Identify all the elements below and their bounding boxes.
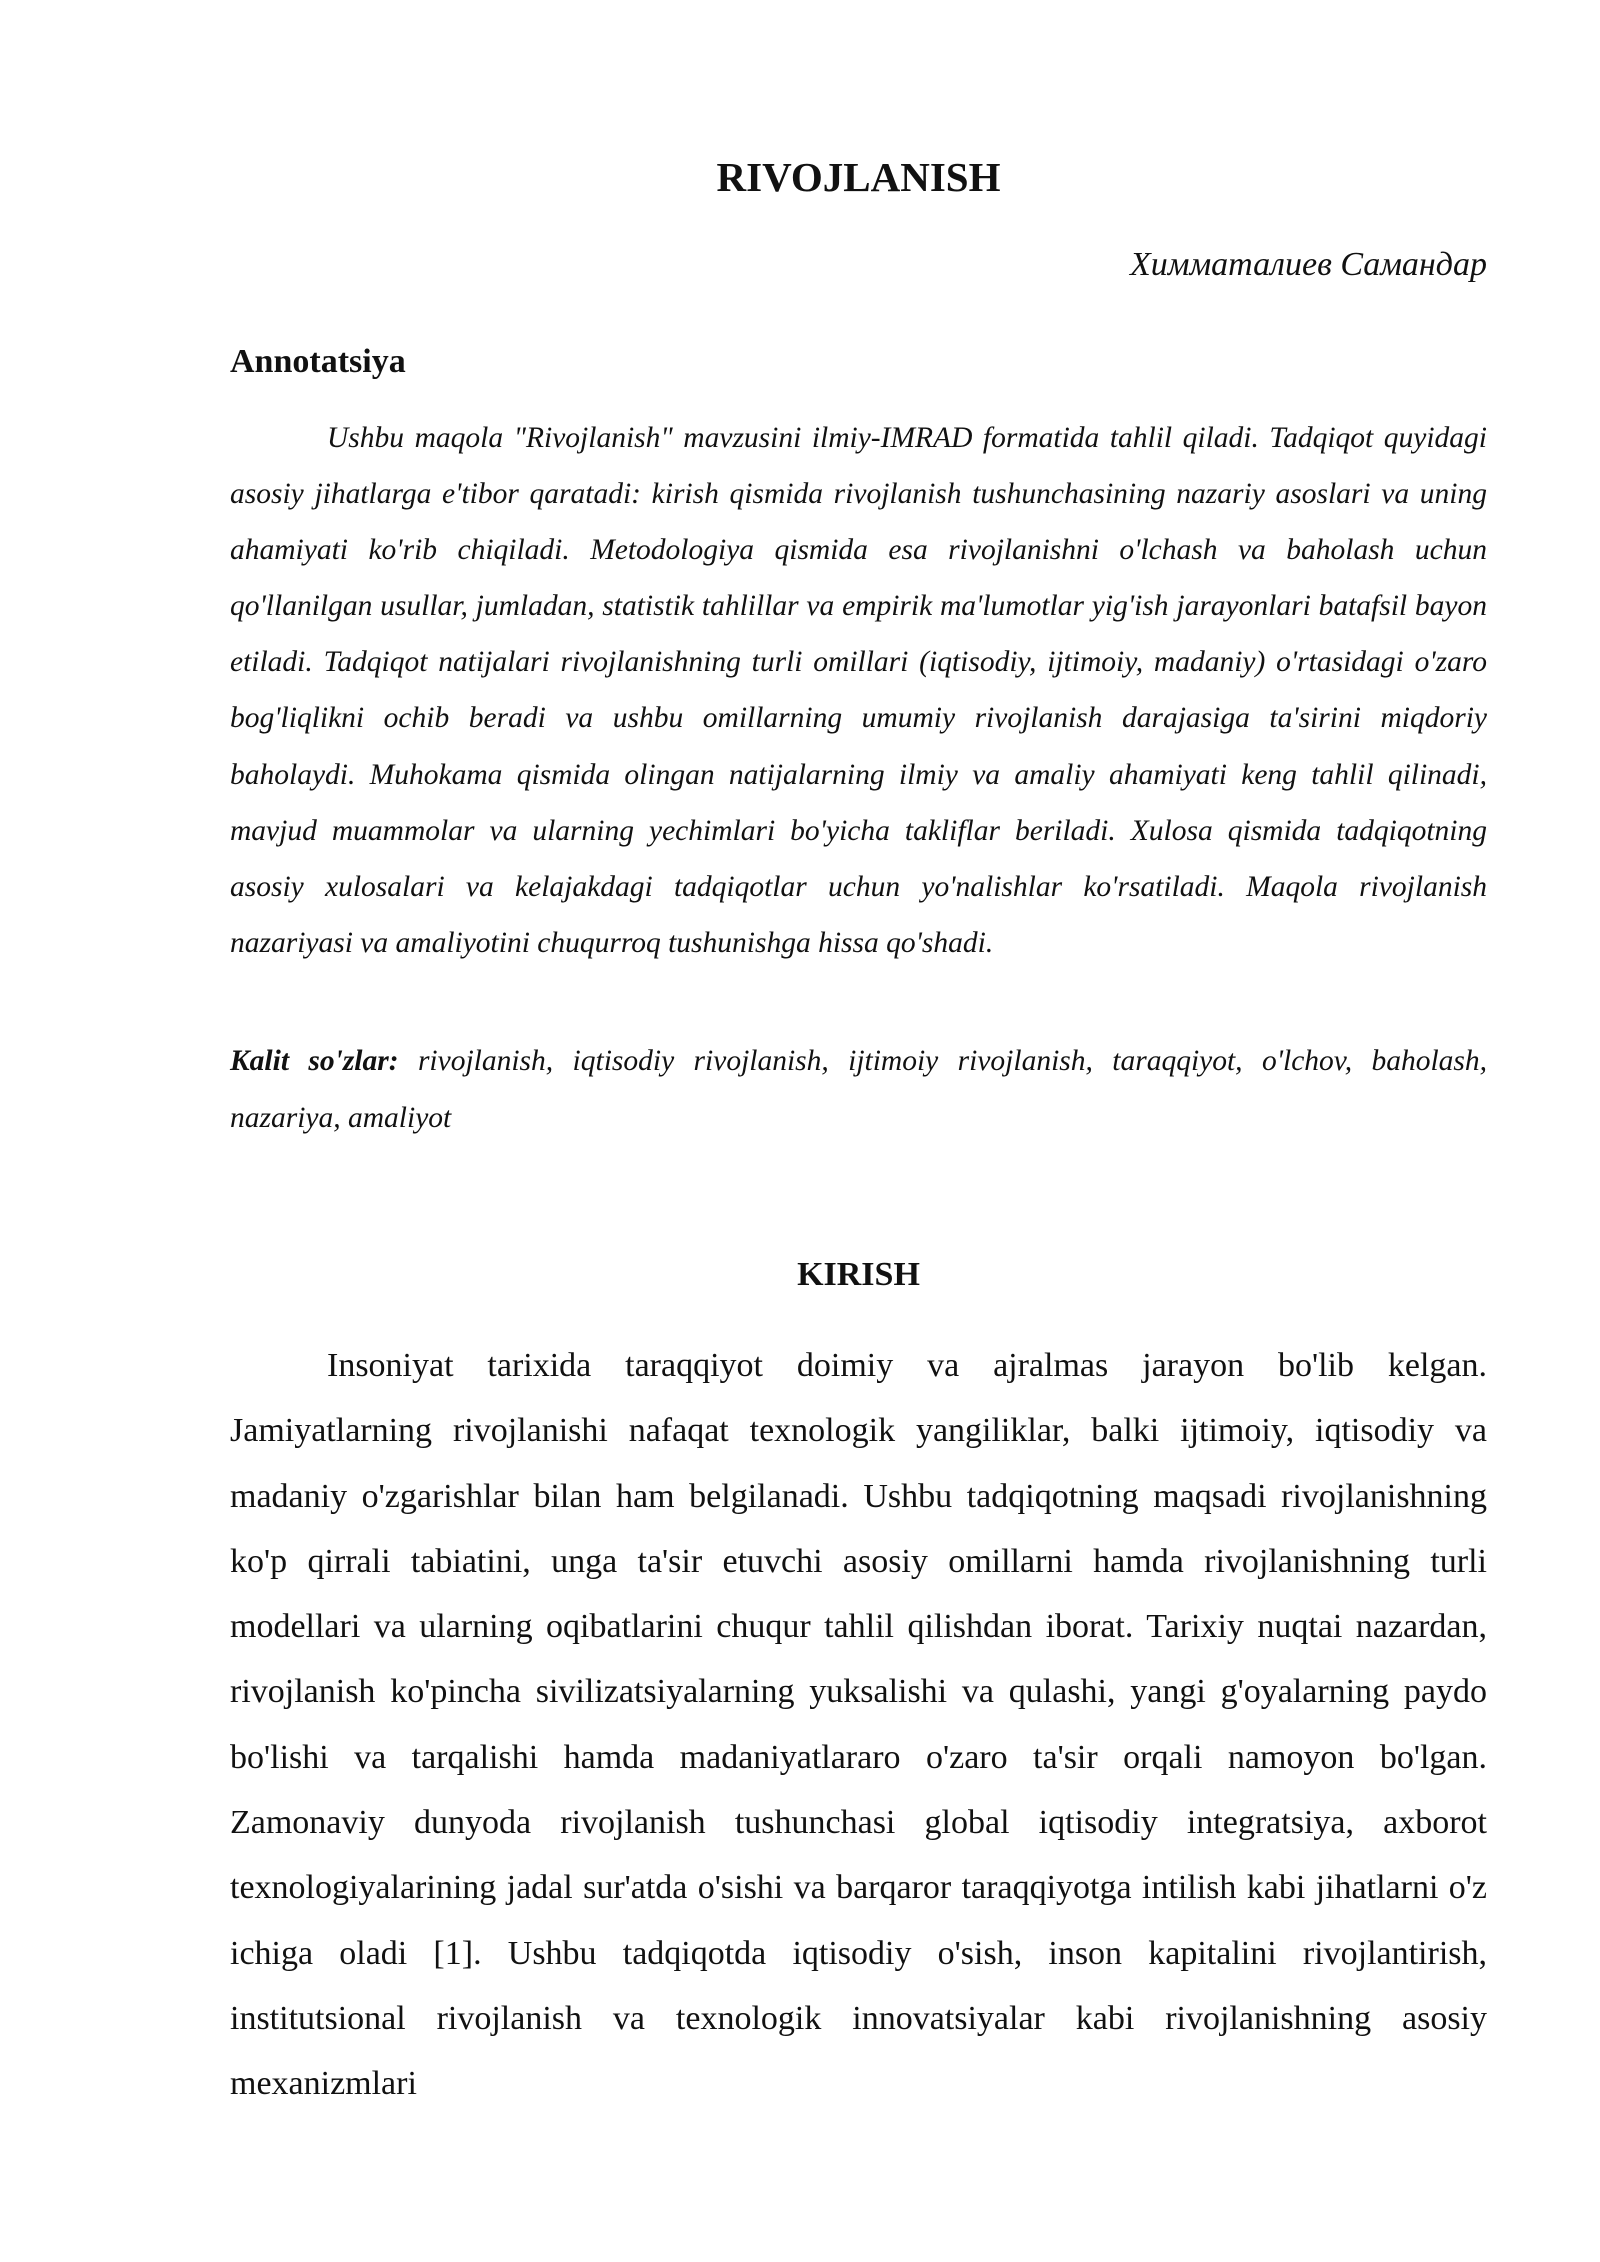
keywords-label: Kalit so'zlar: (230, 1045, 399, 1077)
annotation-heading: Annotatsiya (230, 343, 406, 380)
annotation-body: Ushbu maqola "Rivojlanish" mavzusini ilmiy-IMRAD formatida tahlil qiladi. Tadqiqot quyidagi asosiy jihatlarga e'tibor qaratadi: kirish qismida rivojlanish tushunchasining nazariy asoslari va uning ahamiyati ko'rib chiqiladi. Metodologiya qismida esa rivojlanishni o'lchash va baholash uchun qo'llanilgan usullar, jumladan, statistik tahlillar va empirik ma'lumotlar yig'ish jarayonlari batafsil bayon etiladi. Tadqiqot natijalari rivojlanishning turli omillari (iqtisodiy, ijtimoiy, madaniy) o'rtasidagi o'zaro bog'liqlikni ochib beradi va ushbu omillarning umumiy rivojlanish darajasiga ta'sirini miqdoriy baholaydi. Muhokama qismida olingan natijalarning ilmiy va amaliy ahamiyati keng tahlil qilinadi, mavjud muammolar va ularning yechimlari bo'yicha takliflar beriladi. Xulosa qismida tadqiqotning asosiy xulosalari va kelajakdagi tadqiqotlar uchun yo'nalishlar ko'rsatiladi. Maqola rivojlanish nazariyasi va amaliyotini chuqurroq tushunishga hissa qo'shadi. (230, 422, 1487, 959)
keywords-list: rivojlanish, iqtisodiy rivojlanish, ijtimoiy rivojlanish, taraqqiyot, o'lchov, baholash, nazariya, amaliyot (230, 1045, 1488, 1134)
introduction-heading: KIRISH (797, 1256, 920, 1293)
introduction-body: Insoniyat tarixida taraqqiyot doimiy va ajralmas jarayon bo'lib kelgan. Jamiyatlarning rivojlanishi nafaqat texnologik yangiliklar, balki ijtimoiy, iqtisodiy va madaniy o'zgarishlar bilan ham belgilanadi. Ushbu tadqiqotning maqsadi rivojlanishning ko'p qirrali tabiatini, unga ta'sir etuvchi asosiy omillarni hamda rivojlanishning turli modellari va ularning oqibatlarini chuqur tahlil qilishdan iborat. Tarixiy nuqtai nazardan, rivojlanish ko'pincha sivilizatsiyalarning yuksalishi va qulashi, yangi g'oyalarning paydo bo'lishi va tarqalishi hamda madaniyatlararo o'zaro ta'sir orqali namoyon bo'lgan. Zamonaviy dunyoda rivojlanish tushunchasi global iqtisodiy integratsiya, axborot texnologiyalarining jadal sur'atda o'sishi va barqaror taraqqiyotga intilish kabi jihatlarni o'z ichiga oladi [1]. Ushbu tadqiqotda iqtisodiy o'sish, inson kapitalini rivojlantirish, institutsional rivojlanish va texnologik innovatsiyalar kabi rivojlanishning asosiy mexanizmlari (230, 1347, 1487, 2103)
keywords-paragraph (230, 1033, 1487, 1146)
author-name: Химматалиев Самандар (1130, 246, 1487, 283)
document-title: RIVOJLANISH (716, 154, 1001, 200)
